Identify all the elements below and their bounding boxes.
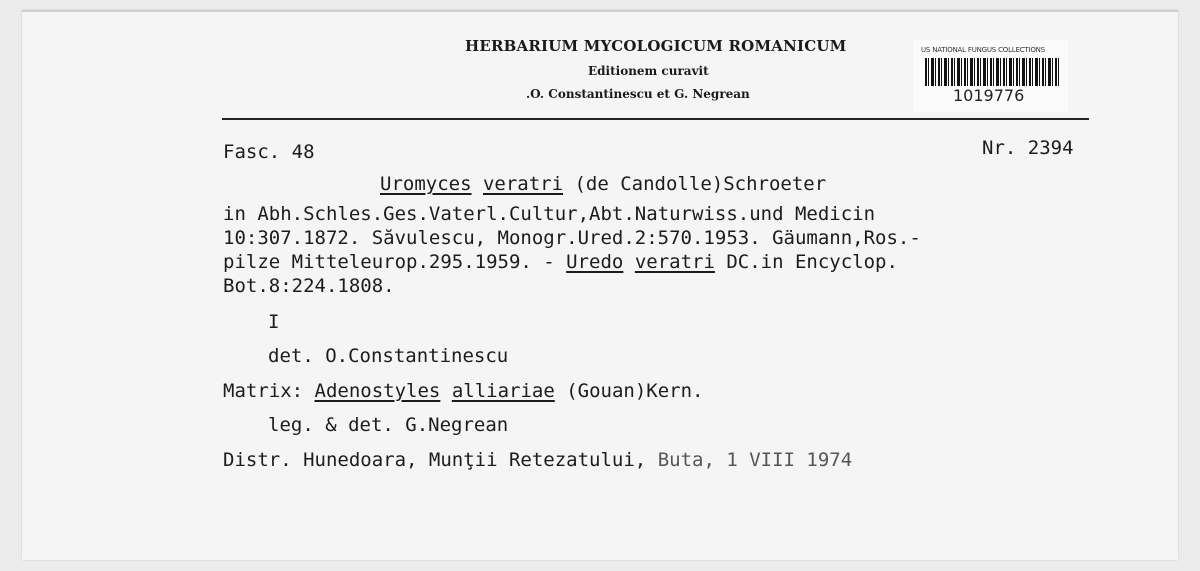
citation-line-2: 10:307.1872. Săvulescu, Monogr.Ured.2:570.1953. Gäumann,Ros.- — [223, 227, 921, 249]
matrix-host — [223, 380, 703, 402]
host-author: (Gouan)Kern. — [554, 380, 704, 402]
matrix-label: Matrix: — [223, 380, 315, 402]
herbarium-title: HERBARIUM MYCOLOGICUM ROMANICUM — [465, 37, 847, 55]
editor-caption: Editionem curavit — [588, 64, 709, 78]
barcode-institution: US NATIONAL FUNGUS COLLECTIONS — [921, 46, 1045, 54]
editors-names: .O. Constantinescu et G. Negrean — [526, 87, 750, 101]
species-epithet: veratri — [482, 173, 564, 195]
spore-stage: I — [268, 311, 280, 333]
synonym-epithet: veratri — [634, 251, 715, 273]
determiner: det. O.Constantinescu — [268, 345, 509, 367]
citation-line-3-text: pilze Mitteleurop.295.1959. - — [223, 251, 567, 273]
citation-line-4: Bot.8:224.1808. — [223, 275, 395, 297]
header-divider — [222, 118, 1089, 120]
citation-line-1: in Abh.Schles.Ges.Vaterl.Cultur,Abt.Naturwiss.und Medicin — [223, 203, 876, 225]
citation-line-3 — [223, 251, 898, 273]
host-epithet: alliariae — [451, 380, 555, 402]
collector: leg. & det. G.Negrean — [268, 414, 509, 436]
species-name — [380, 173, 826, 195]
distribution-date: Buta, 1 VIII 1974 — [657, 449, 853, 471]
species-author: (de Candolle)Schroeter — [563, 173, 827, 195]
species-genus: Uromyces — [380, 173, 472, 195]
distribution-locality: Distr. Hunedoara, Munţii Retezatului, — [223, 449, 658, 471]
exsiccata-number: Nr. 2394 — [982, 137, 1074, 159]
barcode-number: 1019776 — [953, 86, 1025, 105]
barcode-icon — [925, 58, 1061, 86]
distribution — [223, 449, 852, 471]
host-genus: Adenostyles — [314, 380, 441, 402]
synonym-author: DC.in Encyclop. — [714, 251, 898, 273]
synonym-genus: Uredo — [566, 251, 624, 273]
barcode-sticker — [913, 40, 1068, 112]
fascicle-number: Fasc. 48 — [223, 141, 315, 163]
